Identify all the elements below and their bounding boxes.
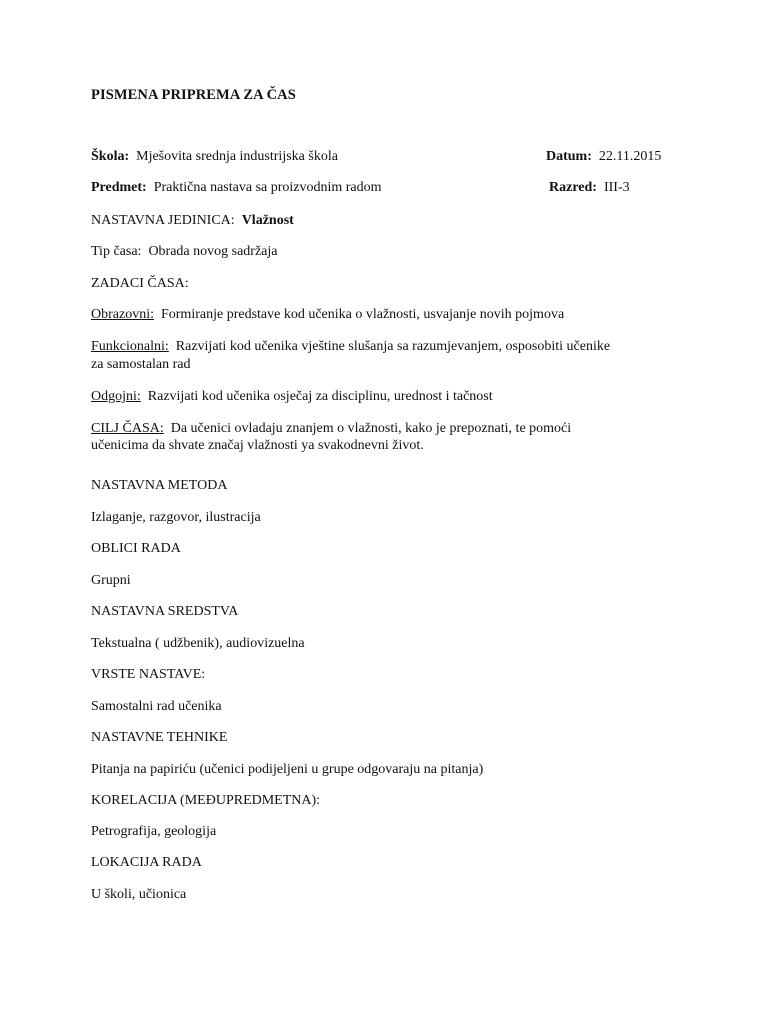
- odgojni-row: [91, 388, 493, 406]
- obrazovni-row: [91, 306, 564, 324]
- tip-casa-value: Obrada novog sadržaja: [148, 244, 278, 259]
- predmet-row: [91, 179, 382, 197]
- cilj-casa-row: [91, 420, 571, 438]
- section-content: Petrografija, geologija: [91, 824, 217, 839]
- datum-label: Datum:: [546, 149, 592, 164]
- datum-row: [546, 148, 661, 166]
- document-title: PISMENA PRIPREMA ZA ČAS: [91, 87, 296, 103]
- obrazovni-label: Obrazovni:: [91, 307, 154, 322]
- section-heading: LOKACIJA RADA: [91, 855, 202, 870]
- cilj-casa-value-line2: učenicima da shvate značaj vlažnosti ya svakodnevni život.: [91, 438, 424, 453]
- section-content: U školi, učionica: [91, 887, 187, 902]
- section-heading: NASTAVNA METODA: [91, 478, 228, 493]
- odgojni-label: Odgojni:: [91, 389, 141, 404]
- zadaci-casa-heading: ZADACI ČASA:: [91, 276, 189, 291]
- section-content: Izlaganje, razgovor, ilustracija: [91, 510, 261, 525]
- nastavna-jedinica-row: [91, 212, 294, 230]
- skola-label: Škola:: [91, 149, 130, 164]
- predmet-label: Predmet:: [91, 180, 147, 195]
- section-heading: KORELACIJA (MEĐUPREDMETNA):: [91, 793, 321, 808]
- section-heading: NASTAVNE TEHNIKE: [91, 730, 228, 745]
- cilj-casa-label: CILJ ČASA:: [91, 421, 164, 436]
- odgojni-value: Razvijati kod učenika osječaj za disciplinu, urednost i tačnost: [147, 389, 493, 404]
- section-heading: NASTAVNA SREDSTVA: [91, 604, 239, 619]
- funkcionalni-value-line2: za samostalan rad: [91, 357, 191, 372]
- section-heading: VRSTE NASTAVE:: [91, 667, 206, 682]
- section-heading: OBLICI RADA: [91, 541, 181, 556]
- nastavna-jedinica-value: Vlažnost: [241, 213, 294, 228]
- razred-value: III-3: [603, 180, 630, 195]
- skola-row: [91, 148, 338, 166]
- section-content: Tekstualna ( udžbenik), audiovizuelna: [91, 636, 305, 651]
- datum-value: 22.11.2015: [598, 149, 662, 164]
- tip-casa-row: [91, 243, 278, 261]
- funkcionalni-row: [91, 338, 610, 356]
- tip-casa-label: Tip časa:: [91, 244, 142, 259]
- section-content: Pitanja na papiriću (učenici podijeljeni u grupe odgovaraju na pitanja): [91, 762, 484, 777]
- section-content: Grupni: [91, 573, 131, 588]
- section-content: Samostalni rad učenika: [91, 699, 222, 714]
- cilj-casa-value-line1: Da učenici ovladaju znanjem o vlažnosti, kako je prepoznati, te pomoći: [170, 421, 572, 436]
- predmet-value: Praktična nastava sa proizvodnim radom: [153, 180, 382, 195]
- razred-label: Razred:: [549, 180, 597, 195]
- obrazovni-value: Formiranje predstave kod učenika o vlažnosti, usvajanje novih pojmova: [160, 307, 565, 322]
- skola-value: Mješovita srednja industrijska škola: [136, 149, 338, 164]
- funkcionalni-value-line1: Razvijati kod učenika vještine slušanja sa razumjevanjem, osposobiti učenike: [175, 339, 611, 354]
- funkcionalni-label: Funkcionalni:: [91, 339, 169, 354]
- razred-row: [549, 179, 630, 197]
- nastavna-jedinica-label: NASTAVNA JEDINICA:: [91, 213, 235, 228]
